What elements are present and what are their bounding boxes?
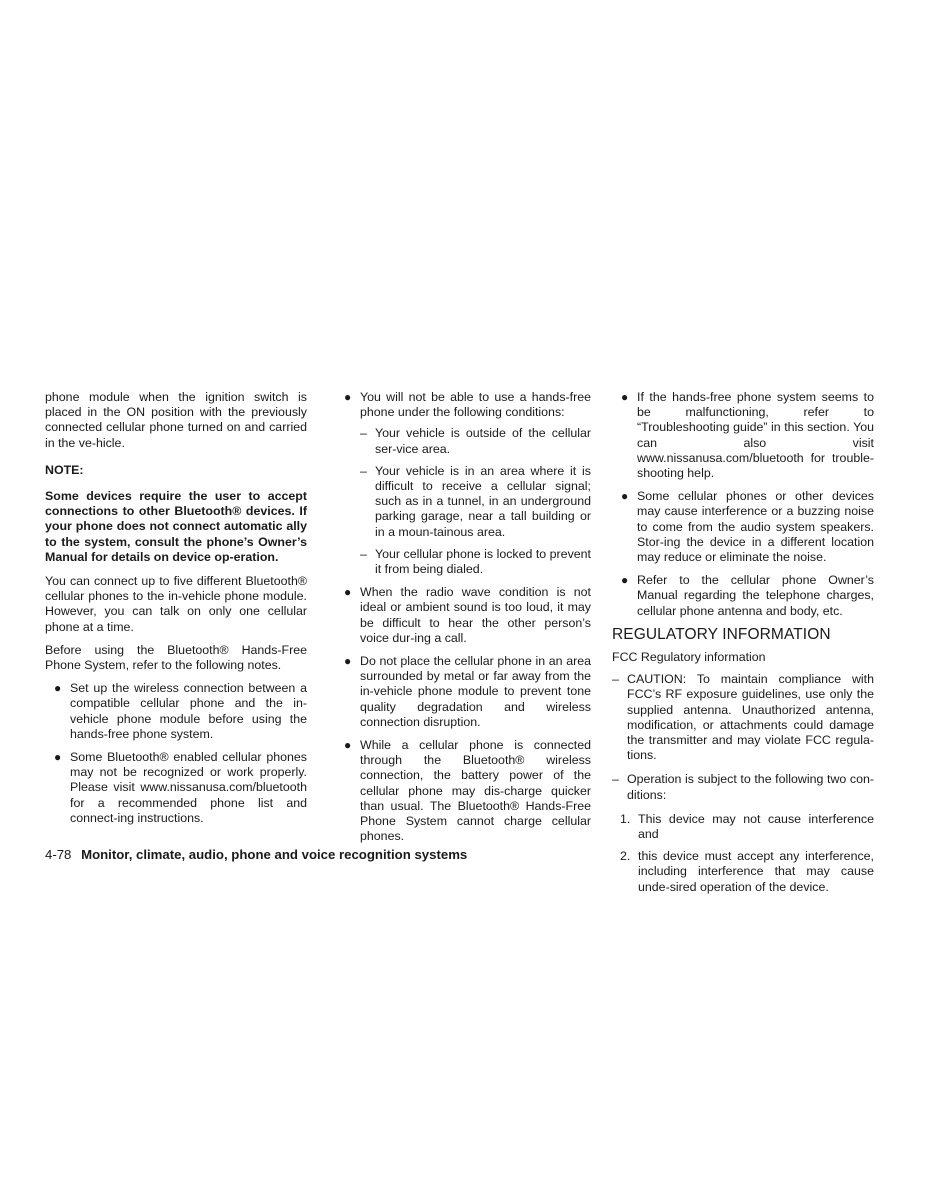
bullet-icon: ● [621,573,629,588]
list-item: ● Refer to the cellular phone Owner’s Manual regarding the telephone charges, cellular phone antenna and body, etc. [621,573,874,618]
column-3 [612,390,874,902]
list-item: – Operation is subject to the following two con-ditions: [612,772,874,802]
section-subheading: FCC Regulatory information [612,650,766,665]
note-label: NOTE: [45,462,84,477]
troubleshooting-bullet-list [612,390,874,619]
section-heading: REGULATORY INFORMATION [612,625,831,643]
column-2 [335,390,591,852]
bullet-icon: ● [54,681,62,696]
dash-icon: – [360,546,367,561]
dash-icon: – [360,463,367,478]
list-item: 1. This device may not cause interference and [620,811,874,842]
list-item: ● Set up the wireless connection between a compatible cellular phone and the in-vehicle phone module before using the hands-free phone system. [54,681,307,741]
list-item: 2. this device must accept any interference, including interference that may cause unde-sired operation of the device. [620,849,874,894]
bullet-icon: ● [344,654,352,669]
conditions-dash-list [360,426,591,577]
bullet-icon: ● [344,585,352,600]
regulatory-dash-list [612,672,874,803]
intro-paragraph: phone module when the ignition switch is placed in the ON position with the previously connected cellular phone turned on and carried in the ve-hicle. [45,390,307,450]
page-number: 4-78 [45,847,72,862]
list-item: ● When the radio wave condition is not ideal or ambient sound is too loud, it may be difficult to hear the other person’s voice dur-ing a call. [344,585,591,645]
bullet-icon: ● [54,750,62,765]
column-1 [45,390,307,834]
bullet-icon: ● [621,489,629,504]
notes-bullet-list [45,681,307,826]
dash-icon: – [360,426,367,441]
bullet-icon: ● [344,738,352,753]
conditions-bullet-list [335,390,591,844]
list-item: ● If the hands-free phone system seems to be malfunctioning, refer to “Troubleshooting guide” in this section. You can also visit www.nissanusa.com/bluetooth for trouble-shooting help. [621,390,874,481]
list-item: ● You will not be able to use a hands-free phone under the following conditions: – Your vehicle is outside of the cellular ser-vice area. – Your vehicle is in an area where it is difficult to receive a cellular signal; such as in a tunnel, in an underground parking garage, near a tall building or in a moun-tainous area. – Your cellular phone is locked to prevent it from being dialed. [344,390,591,577]
bullet-icon: ● [621,390,629,404]
notes-intro-paragraph: Before using the Bluetooth® Hands-Free Phone System, refer to the following notes. [45,642,307,673]
list-number: 2. [620,849,631,864]
conditions-numbered-list [612,812,874,895]
list-item: – Your vehicle is outside of the cellular ser-vice area. [360,426,591,456]
dash-icon: – [612,672,619,687]
list-item: – Your cellular phone is locked to prevent it from being dialed. [360,546,591,577]
page-footer [45,847,467,862]
list-item: ● While a cellular phone is connected through the Bluetooth® wireless connection, the battery power of the cellular phone may dis-charge quicker than usual. The Bluetooth® Hands-Free Phone System cannot charge cellular phones. [344,738,591,844]
note-body: Some devices require the user to accept connections to other Bluetooth® devices. If your phone does not connect automatic ally to the system, consult the phone’s Owner’s Manual for details on device op-eration. [45,489,307,564]
list-item: ● Do not place the cellular phone in an area surrounded by metal or far away from the in-vehicle phone module to prevent tone quality degradation and wireless connection disruption. [344,654,591,729]
chapter-title: Monitor, climate, audio, phone and voice recognition systems [81,847,468,862]
list-item: ● Some cellular phones or other devices may cause interference or a buzzing noise to come from the audio system speakers. Stor-ing the device in a different location may reduce or eliminate the noise. [621,489,874,565]
bullet-icon: ● [344,390,352,404]
connect-paragraph: You can connect up to five different Bluetooth® cellular phones to the in-vehicle phone module. However, you can talk on only one cellular phone at a time. [45,574,307,634]
list-item: – CAUTION: To maintain compliance with FCC’s RF exposure guidelines, use only the supplied antenna. Unauthorized antenna, modification, or attachments could damage the transmitter and may violate FCC regula-tions. [612,672,874,763]
list-number: 1. [620,811,631,826]
dash-icon: – [612,772,619,787]
list-item: – Your vehicle is in an area where it is difficult to receive a cellular signal; such as in a tunnel, in an underground parking garage, near a tall building or in a moun-tainous area. [360,463,591,539]
list-item: ● Some Bluetooth® enabled cellular phones may not be recognized or work properly. Please visit www.nissanusa.com/bluetooth for a recommended phone list and connect-ing instructions. [54,750,307,825]
